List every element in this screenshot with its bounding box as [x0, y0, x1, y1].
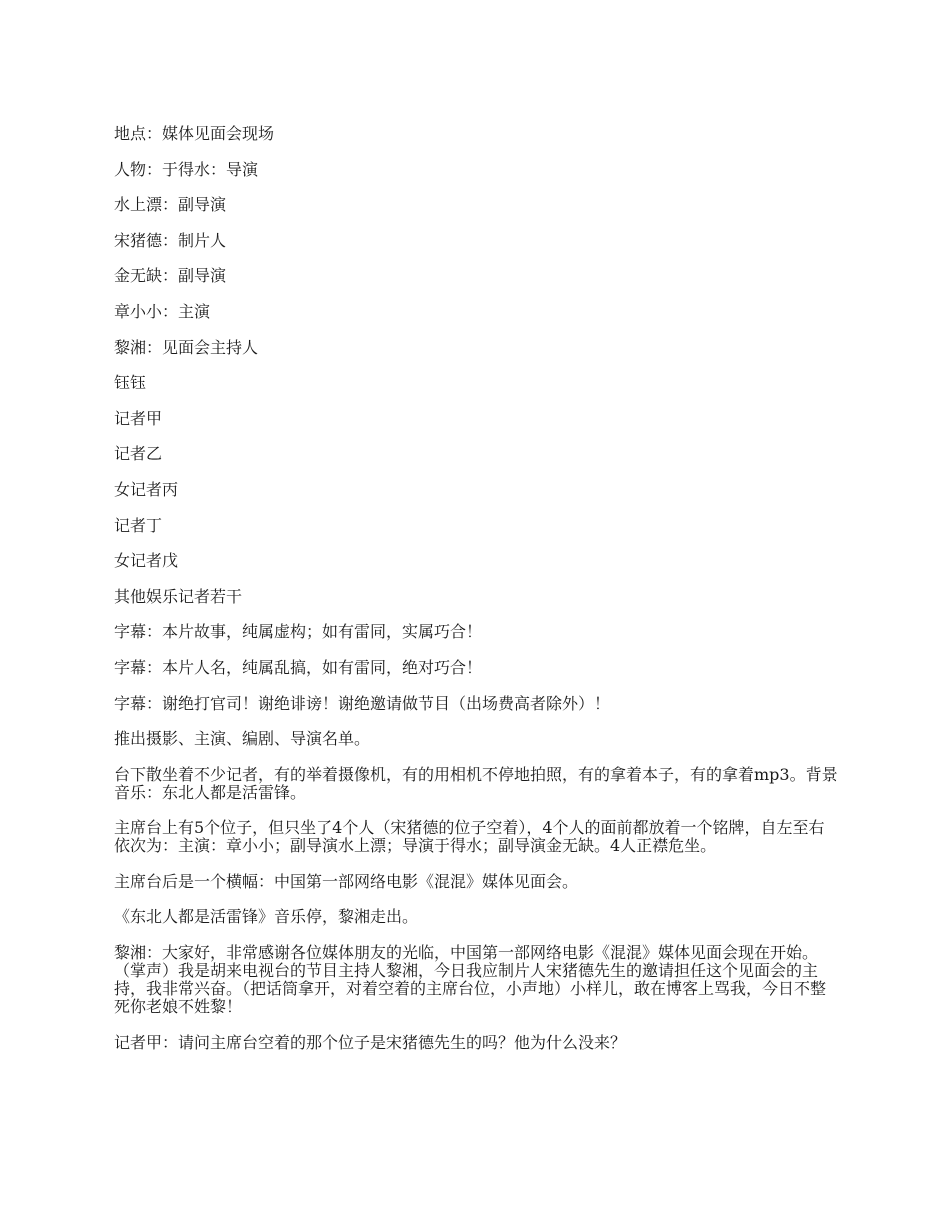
paragraph-stage-direction: 主席台上有5个位子，但只坐了4个人（宋猪德的位子空着），4个人的面前都放着一个铭牌，自左至右依次为：主演：章小小；副导演水上漂；导演于得水；副导演金无缺。4人正襟危坐。	[114, 818, 825, 856]
paragraph-character: 金无缺：副导演	[114, 266, 227, 286]
paragraph-character: 女记者戊	[114, 551, 179, 571]
paragraph-location: 地点：媒体见面会现场	[114, 124, 275, 143]
paragraph-stage-direction: 推出摄影、主演、编剧、导演名单。	[114, 729, 371, 749]
paragraph-character: 记者丁	[114, 515, 163, 535]
document-page	[114, 125, 840, 1069]
paragraph-stage-direction: 《东北人都是活雷锋》音乐停，黎湘走出。	[114, 907, 419, 927]
paragraph-character: 钰钰	[114, 373, 147, 393]
paragraph-caption: 字幕：本片人名，纯属乱搞，如有雷同，绝对巧合！	[114, 657, 483, 677]
paragraph-dialogue: 黎湘：大家好，非常感谢各位媒体朋友的光临，中国第一部网络电影《混混》媒体见面会现在开始。（掌声）我是胡来电视台的节目主持人黎湘，今日我应制片人宋猪德先生的邀请担任这个见面会的主持，我非常兴奋。（把话筒拿开，对着空着的主席台位，小声地）小样儿，敢在博客上骂我，今日不整死你老娘不姓黎！	[114, 943, 827, 1017]
paragraph-dialogue: 记者甲：请问主席台空着的那个位子是宋猪德先生的吗？他为什么没来？	[114, 1032, 627, 1052]
paragraph-stage-direction: 主席台后是一个横幅：中国第一部网络电影《混混》媒体见面会。	[114, 871, 579, 891]
paragraph-character: 水上漂：副导演	[114, 195, 227, 215]
paragraph-character: 记者甲	[114, 408, 163, 428]
paragraph-characters: 人物：于得水：导演	[114, 159, 259, 179]
paragraph-stage-direction: 台下散坐着不少记者，有的举着摄像机，有的用相机不停地拍照，有的拿着本子，有的拿着mp3。背景音乐：东北人都是活雷锋。	[114, 764, 838, 802]
paragraph-caption: 字幕：本片故事，纯属虚构；如有雷同，实属巧合！	[114, 622, 483, 642]
paragraph-character: 宋猪德：制片人	[114, 230, 227, 250]
paragraph-caption: 字幕：谢绝打官司！谢绝诽谤！谢绝邀请做节目（出场费高者除外）！	[114, 693, 611, 713]
paragraph-character: 其他娱乐记者若干	[114, 586, 243, 606]
paragraph-character: 记者乙	[114, 444, 163, 464]
paragraph-character: 女记者丙	[114, 479, 179, 499]
paragraph-character: 章小小：主演	[114, 301, 211, 321]
paragraph-character: 黎湘：见面会主持人	[114, 337, 259, 357]
